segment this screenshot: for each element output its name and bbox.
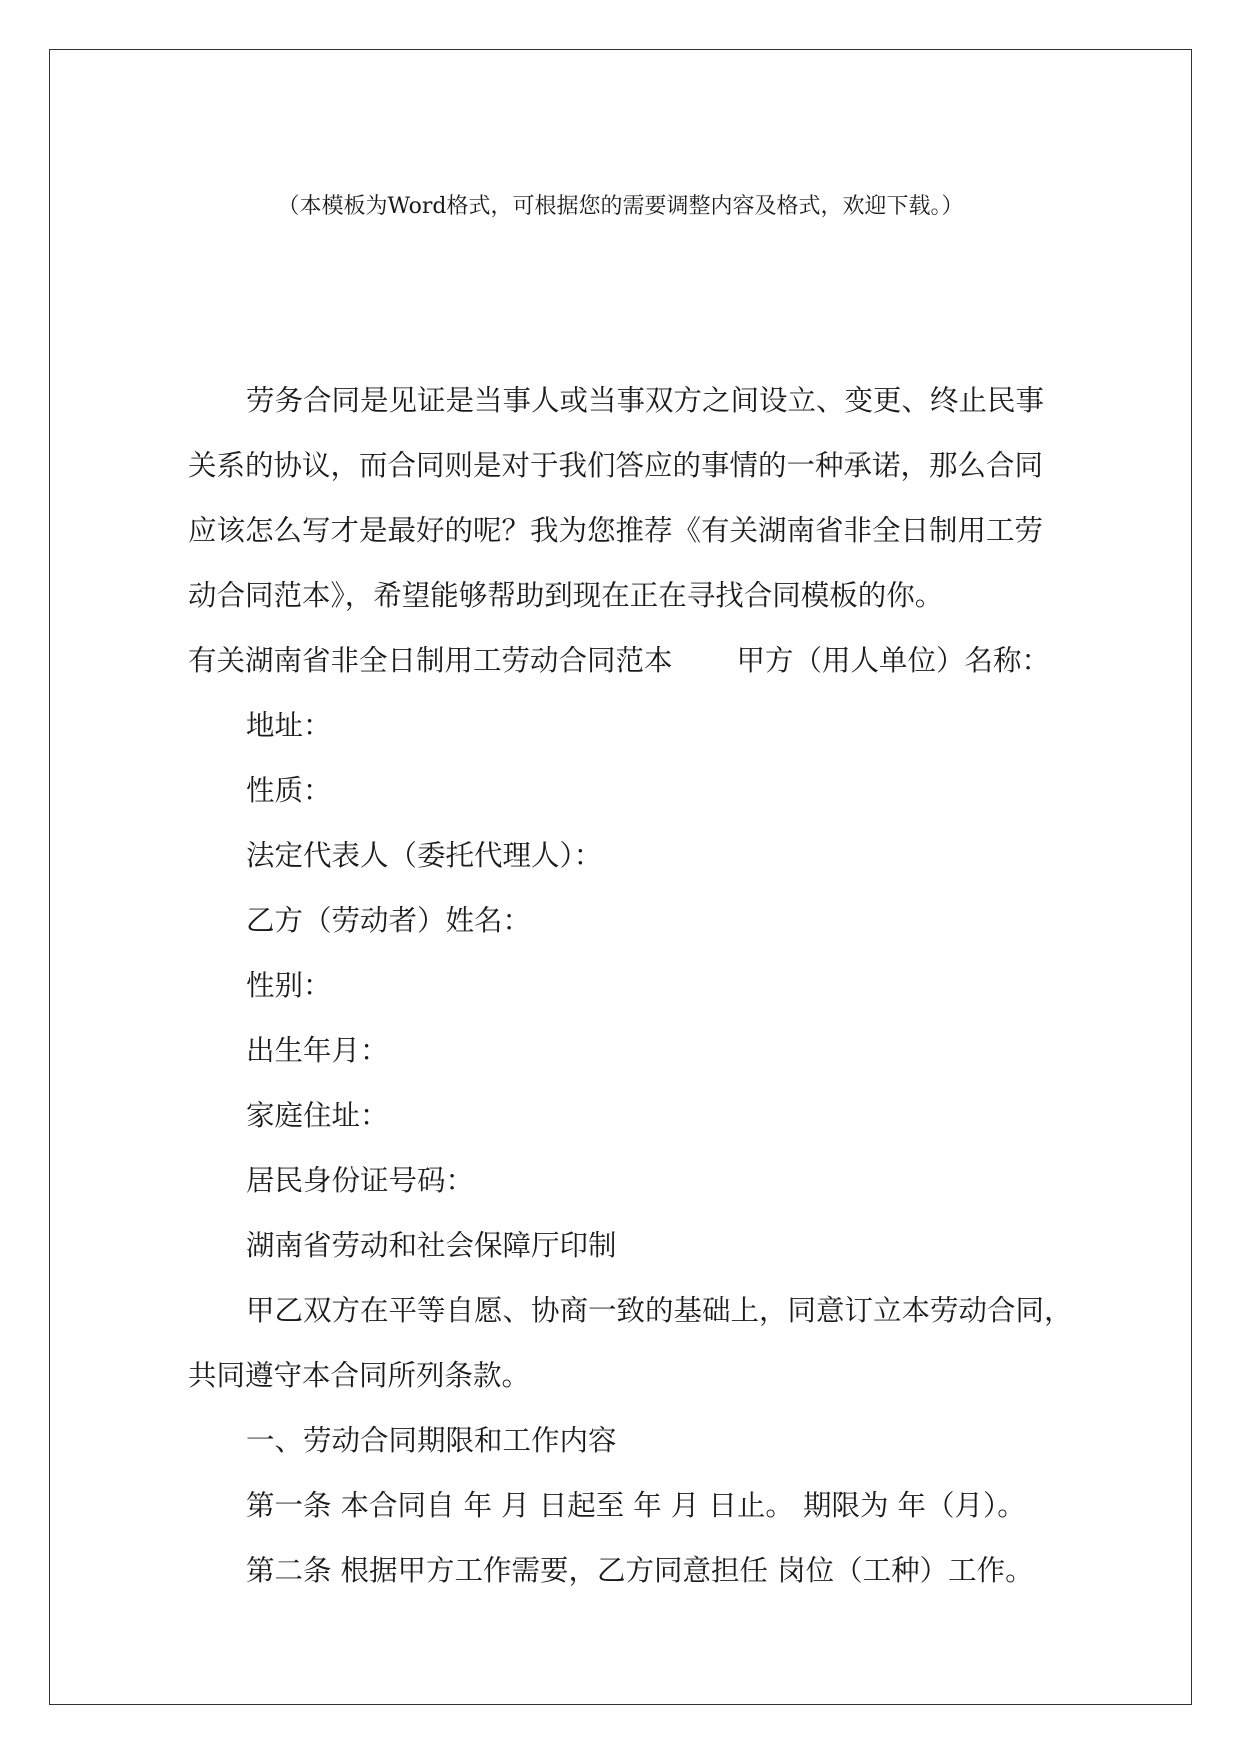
template-note: （本模板为Word格式，可根据您的需要调整内容及格式，欢迎下载。） [277,194,964,219]
document-body [188,368,1073,1603]
article-1: 第一条 本合同自 年 月 日起至 年 月 日止。 期限为 年（月）。 [246,1489,1026,1522]
printed-by: 湖南省劳动和社会保障厅印制 [246,1229,617,1262]
section-1-title: 一、劳动合同期限和工作内容 [246,1424,617,1457]
intro-line-1: 劳务合同是见证是当事人或当事双方之间设立、变更、终止民事 [246,384,1045,417]
field-party-b-name: 乙方（劳动者）姓名： [246,904,532,937]
field-gender: 性别： [246,969,332,1002]
contract-title: 有关湖南省非全日制用工劳动合同范本 [188,644,673,677]
field-address: 地址： [246,709,332,742]
intro-line-4: 动合同范本》，希望能够帮助到现在正在寻找合同模板的你。 [188,579,944,612]
intro-line-3: 应该怎么写才是最好的呢？我为您推荐《有关湖南省非全日制用工劳 [188,514,1044,547]
field-birth-date: 出生年月： [246,1034,389,1067]
party-a-label: 甲方（用人单位）名称： [736,644,1051,677]
agreement-line-2: 共同遵守本合同所列条款。 [188,1359,531,1392]
agreement-line-1: 甲乙双方在平等自愿、协商一致的基础上，同意订立本劳动合同， [246,1294,1073,1327]
field-home-address: 家庭住址： [246,1099,389,1132]
title-line [188,628,1068,693]
field-legal-representative: 法定代表人（委托代理人）： [246,839,603,872]
article-2: 第二条 根据甲方工作需要，乙方同意担任 岗位（工种）工作。 [246,1554,1034,1587]
field-id-number: 居民身份证号码： [246,1164,475,1197]
intro-line-2: 关系的协议，而合同则是对于我们答应的事情的一种承诺，那么合同 [188,449,1044,482]
field-nature: 性质： [246,774,332,807]
